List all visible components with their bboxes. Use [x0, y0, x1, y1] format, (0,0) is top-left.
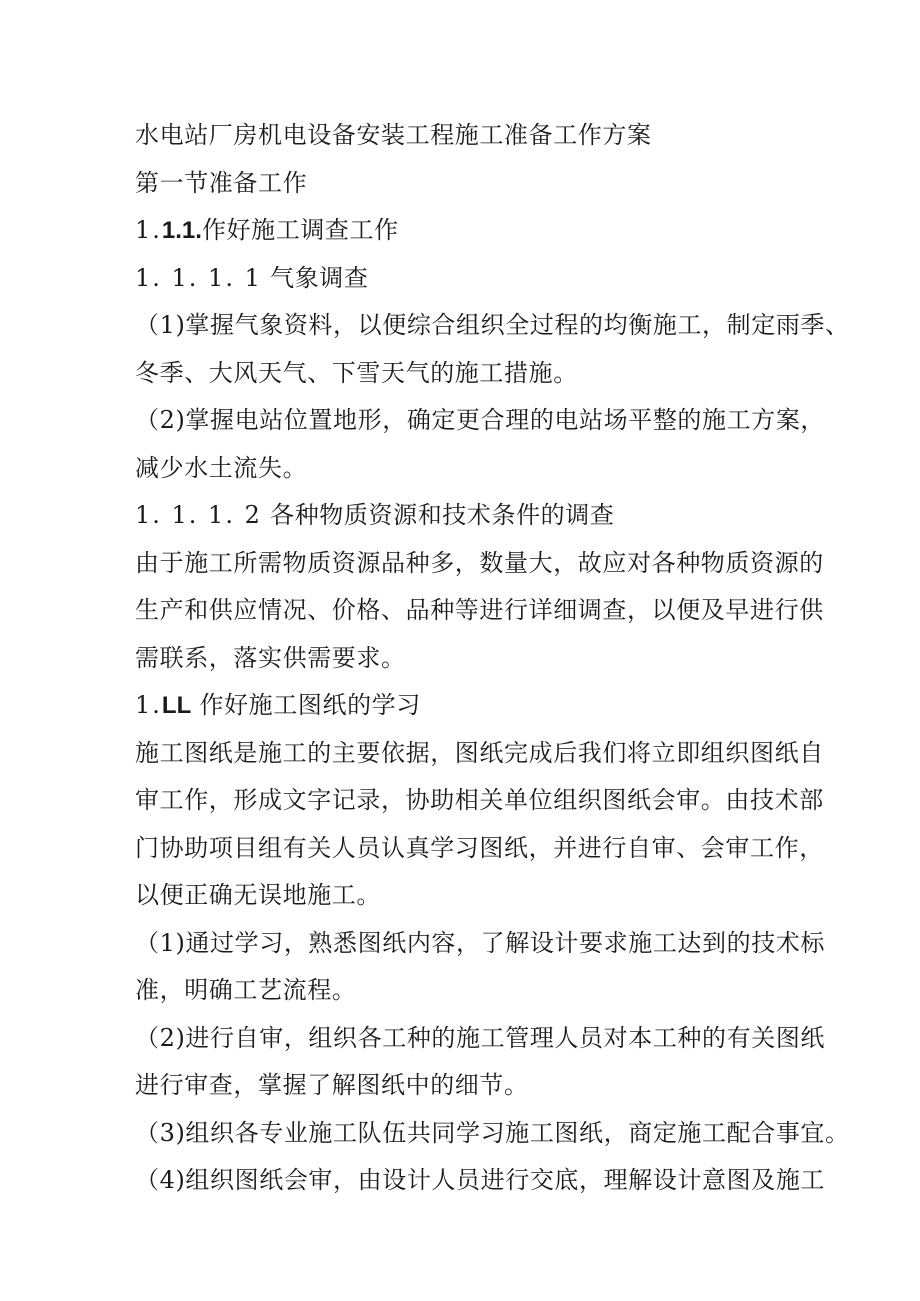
line-text: 作好施工调查工作 [201, 216, 399, 244]
paragraph-line: 生产和供应情况、价格、品种等进行详细调查，以便及早进行供 [135, 596, 824, 624]
paragraph-line: 减少水土流失。 [135, 453, 308, 482]
paragraph-line: 施工图纸是施工的主要依据，图纸完成后我们将立即组织图纸自 [135, 738, 824, 767]
line-prefix: 1. 1. 1. 1 [135, 263, 262, 292]
paragraph-line: （2)掌握电站位置地形，确定更合理的电站场平整的施工方案， [135, 406, 826, 434]
line-prefix: 1. [135, 216, 162, 244]
paragraph-line: 准，明确工艺流程。 [135, 976, 357, 1004]
paragraph-line: 以便正确无误地施工。 [135, 881, 381, 909]
line-prefix: 1. [135, 691, 162, 719]
paragraph-line: 冬季、大风天气、下雪天气的施工措施。 [135, 358, 578, 387]
paragraph-line: （3)组织各专业施工队伍共同学习施工图纸，商定施工配合事宜。 [135, 1118, 850, 1147]
section-heading [135, 160, 815, 208]
paragraph-line: 由于施工所需物质资源品种多，数量大，故应对各种物质资源的 [135, 548, 824, 577]
line-text: 气象调查 [261, 263, 369, 292]
subsection-heading [135, 682, 815, 730]
line-text: 各种物质资源和技术条件的调查 [261, 501, 615, 529]
document-body [135, 112, 850, 1205]
line-text: 第一节准备工作 [135, 168, 308, 197]
subsection-heading [135, 492, 815, 540]
paragraph-line: 门协助项目组有关人员认真学习图纸，并进行自审、会审工作， [135, 833, 824, 862]
paragraph-line: 进行审查，掌握了解图纸中的细节。 [135, 1071, 529, 1099]
paragraph-line: 审工作，形成文字记录，协助相关单位组织图纸会审。由技术部 [135, 786, 824, 814]
paragraph-line: （1)通过学习，熟悉图纸内容，了解设计要求施工达到的技术标 [135, 928, 826, 957]
document-title: 水电站厂房机电设备安装工程施工准备工作方案 [135, 121, 652, 149]
paragraph-line: 需联系，落实供需要求。 [135, 643, 406, 672]
line-bold-number: LL [161, 692, 192, 719]
paragraph-line: （2)进行自审，组织各工种的施工管理人员对本工种的有关图纸 [135, 1023, 826, 1052]
subsection-heading [135, 207, 815, 255]
line-prefix: 1. 1. 1. 2 [135, 501, 262, 529]
paragraph-line: （4)组织图纸会审，由设计人员进行交底，理解设计意图及施工 [135, 1166, 826, 1194]
paragraph-line: （1)掌握气象资料，以便综合组织全过程的均衡施工，制定雨季、 [135, 311, 850, 339]
line-text: 作好施工图纸的学习 [191, 691, 421, 719]
line-bold-number: 1.1. [161, 217, 202, 244]
subsection-heading [135, 255, 815, 303]
